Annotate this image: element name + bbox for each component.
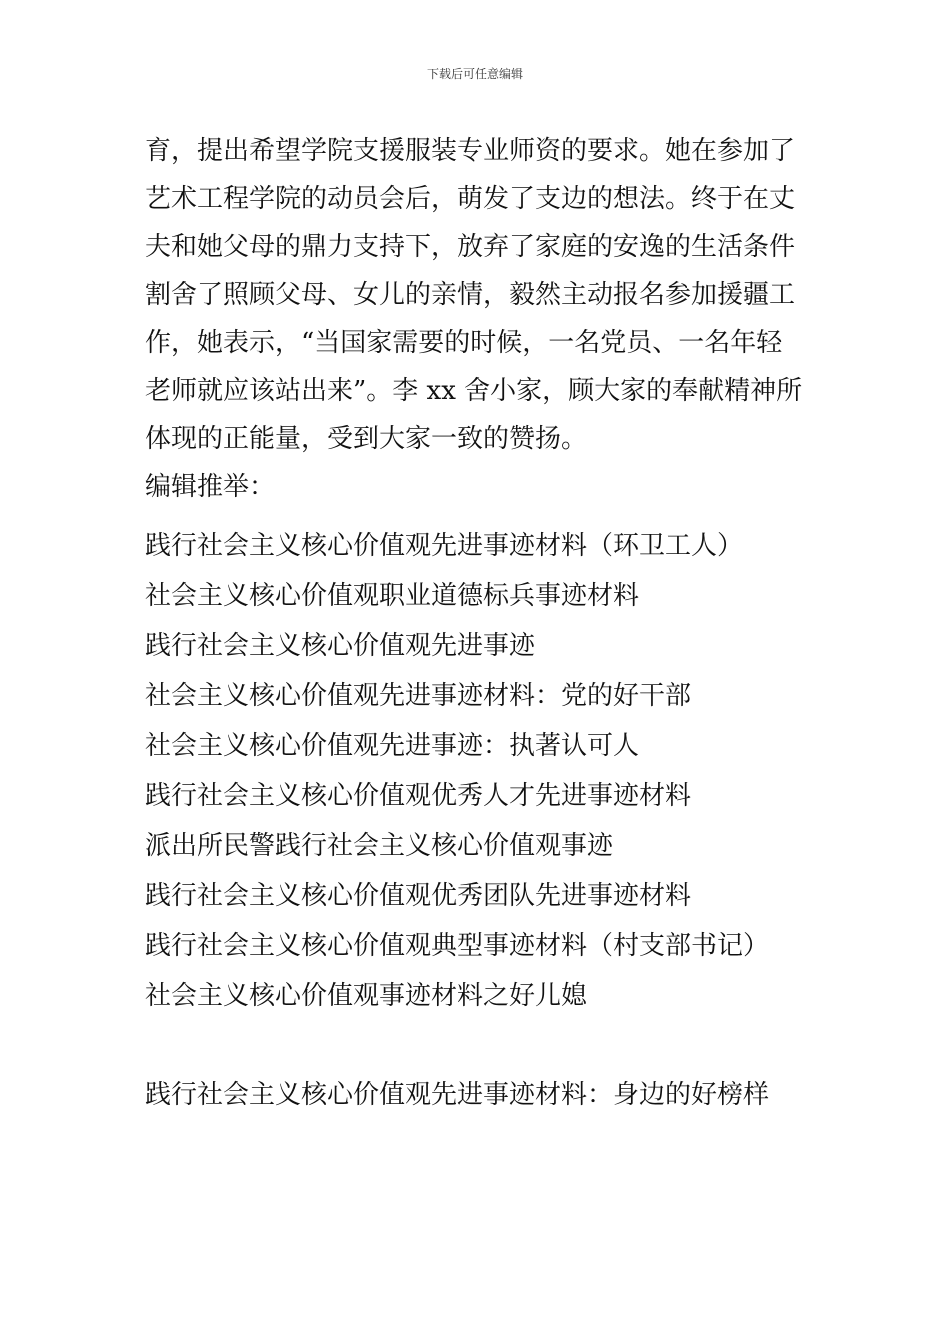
recommendation-item: 社会主义核心价值观先进事迹：执著认可人 bbox=[145, 731, 640, 761]
recommendation-item: 践行社会主义核心价值观先进事迹材料（环卫工人） bbox=[145, 531, 744, 561]
recommend-heading: 编辑推举： bbox=[145, 472, 276, 502]
recommendation-item-last: 践行社会主义核心价值观先进事迹材料：身边的好榜样 bbox=[145, 1080, 770, 1110]
paragraph-line: 育，提出希望学院支援服装专业师资的要求。她在参加了 bbox=[145, 136, 796, 166]
recommendation-item: 践行社会主义核心价值观优秀团队先进事迹材料 bbox=[145, 881, 692, 911]
recommendation-item: 践行社会主义核心价值观优秀人才先进事迹材料 bbox=[145, 781, 692, 811]
recommendation-list bbox=[145, 521, 815, 1021]
recommendation-item: 社会主义核心价值观事迹材料之好儿媳 bbox=[145, 981, 588, 1011]
recommendation-item: 社会主义核心价值观先进事迹材料：党的好干部 bbox=[145, 681, 692, 711]
recommendation-item: 践行社会主义核心价值观典型事迹材料（村支部书记） bbox=[145, 931, 770, 961]
paragraph-line: 作，她表示，“当国家需要的时候，一名党员、一名年轻 bbox=[145, 328, 783, 358]
recommendation-item: 践行社会主义核心价值观先进事迹 bbox=[145, 631, 536, 661]
recommendation-item: 社会主义核心价值观职业道德标兵事迹材料 bbox=[145, 581, 640, 611]
page-header: 下载后可任意编辑 bbox=[426, 67, 523, 81]
paragraph-line: 割舍了照顾父母、女儿的亲情，毅然主动报名参加援疆工 bbox=[145, 280, 796, 310]
paragraph-line: 老师就应该站出来”。李 xx 舍小家，顾大家的奉献精神所 bbox=[145, 376, 803, 406]
recommendation-item: 派出所民警践行社会主义核心价值观事迹 bbox=[145, 831, 614, 861]
paragraph-line: 艺术工程学院的动员会后，萌发了支边的想法。终于在丈 bbox=[145, 184, 796, 214]
paragraph-line: 体现的正能量，受到大家一致的赞扬。 bbox=[145, 424, 588, 454]
article-paragraph bbox=[145, 127, 815, 511]
paragraph-line: 夫和她父母的鼎力支持下，放弃了家庭的安逸的生活条件 bbox=[145, 232, 796, 262]
